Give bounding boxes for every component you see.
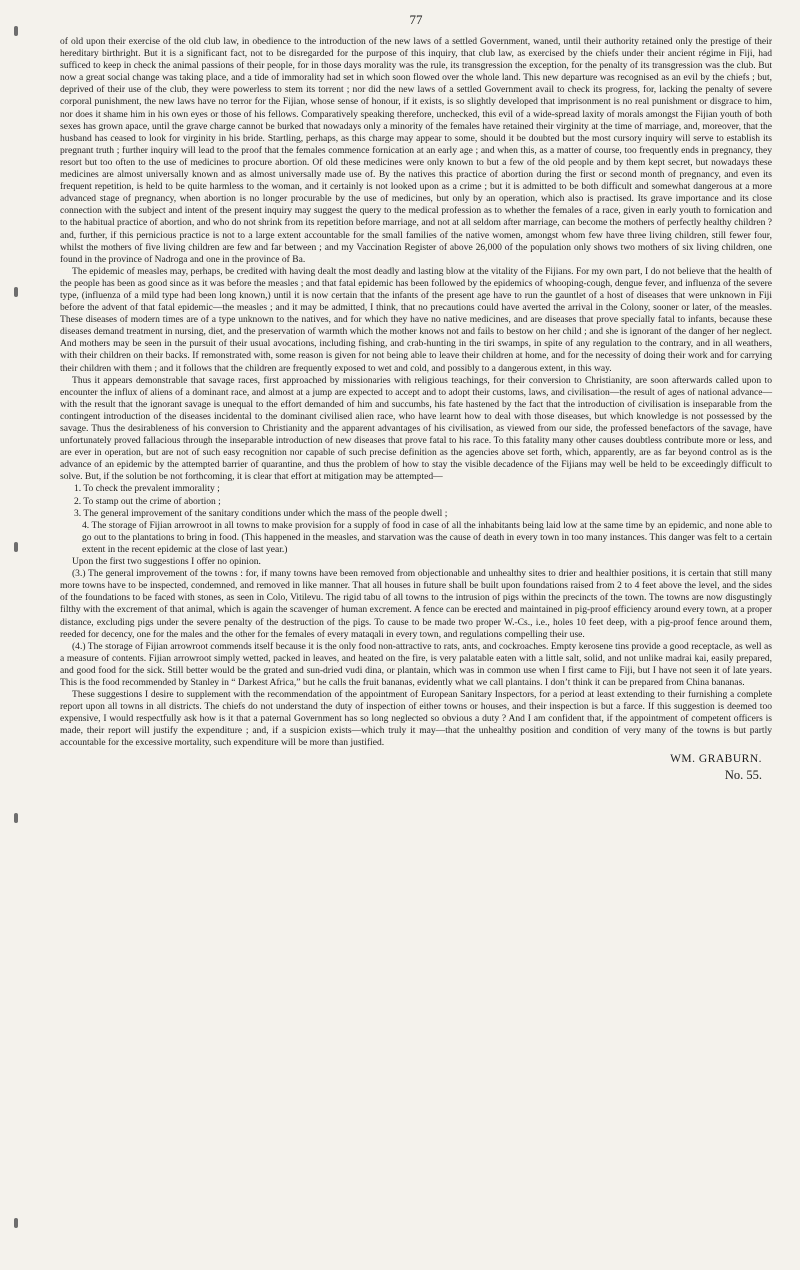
signature: WM. GRABURN. xyxy=(670,752,762,765)
scan-mark xyxy=(14,813,18,823)
paragraph: Upon the first two suggestions I offer no opinion. xyxy=(72,556,261,568)
list-item: 1. To check the prevalent immorality ; xyxy=(74,483,220,495)
paragraph: The epidemic of measles may, perhaps, be credited with having dealt the most deadly and lasting blow at the vitality of the Fijians. For my own part, I do not believe that the health of the people has been as good since as it was before the measles ; and that fatal epidemic has been followed by the epidemics of whooping-cough, dengue fever, and influenza of the severe type, (influenza of a mild type had been long known,) until it is now certain that the infants of the present age have to run the gauntlet of a host of diseases that were unknown in Fiji before the advent of that fatal epidemic—the measles ; and it may be admitted, I think, that no precautions could have averted the arrival in the Colony, sooner or later, of the measles. These diseases of modern times are of a type unknown to the natives, and for which they have no native medicines, and are diseases that prove specially fatal to infants, because these diseases demand treatment in nursing, diet, and the preservation of warmth which the mother knows not and fails to bestow on her child ; and she is ignorant of the danger of her neglect. And mothers may be seen in the pursuit of their usual avocations, including fishing, and crab-hunting in the tiri swamps, in spite of any regulation to the contrary, and in all weathers, with their children on their backs. If remonstrated with, some reason is given for not being able to leave their children at home, and for the necessity of doing their work and for carrying their children with them ; and it follows that the children are frequently exposed to wet and cold, and possibly to a dangerous extent, in this way. xyxy=(60,265,772,374)
paragraph: These suggestions I desire to supplement with the recommendation of the appointment of European Sanitary Inspectors, for a period at least extending to their furnishing a complete report upon all towns in all districts. The chiefs do not understand the duty of inspection of either towns or houses, and their inspection is but a farce. If this suggestion is deemed too expensive, I would respectfully ask how is it that a paternal Government has so long neglected so obvious a duty ? And I am confident that, if the appointment of competent officers is made, their report will justify the expenditure ; and, if a suspicion exists—which truly it may—that the unhealthy position and condition of very many of the towns is but partly accountable for the excessive mortality, such expenditure will be more than justified. xyxy=(60,689,772,749)
body-text xyxy=(60,36,772,750)
document-number: No. 55. xyxy=(724,767,762,782)
list-item: 4. The storage of Fijian arrowroot in all towns to make provision for a supply of food in case of all the inhabitants being laid low at the same time by an epidemic, and none able to go out to the plantations to bring in food. (This happened in the measles, and starvation was the cause of death in every town in too many instances. This danger was felt to a certain extent in the recent epidemic at the close of last year.) xyxy=(82,519,772,555)
paragraph: Thus it appears demonstrable that savage races, first approached by missionaries with religious teachings, for their conversion to Christianity, are soon afterwards called upon to encounter the influx of aliens of a dominant race, and almost at a jump are expected to accept and to adopt their customs, laws, and civilisation—the result of ages of national advance—with the result that the ignorant savage is unequal to the effort demanded of him and succumbs, his fate hastened by the fact that the introduction of civilisation is inseparable from the contingent introduction of the diseases incidental to the dominant civilised alien race, who have learnt how to deal with those diseases, but which knowledge is not possessed by the savage. Thus the desirableness of his conversion to Christianity and the apparent advantages of his civilisation, as viewed from our side, the professed benefactors of the savage, have unfortunately proved fallacious through the inseparable introduction of new diseases that prove fatal to his race. To this fatality many other causes doubtless contribute more or less, and are ever in operation, but are not of such easy recognition nor capable of such precise definition as the agencies above set forth, which, apparently, are as far beyond control as is the advance of an epidemic by the attempted barrier of quarantine, and thus the problem of how to stay the visible decadence of the Fijians may well be held to be exceedingly difficult to solve. But, if the solution be not forthcoming, it is clear that effort at mitigation may be attempted— xyxy=(60,374,772,483)
paragraph: (3.) The general improvement of the towns : for, if many towns have been removed from objectionable and unhealthy sites to drier and healthier positions, it is certain that still many more towns have to be inspected, condemned, and removed in like manner. That all houses in future shall be built upon foundations raised from 2 to 4 feet above the level, and the sides of the foundations to be faced with stones, as seen in Colo, Vitilevu. The rigid tabu of all towns to the intrusion of pigs within the precincts of the town. The towns are now disgustingly filthy with the excrement of that animal, which is again the scavenger of human excrement. A fence can be erected and maintained in pig-proof efficiency around every town, at a proper distance, excluding pigs under the severe penalty of the destruction of the pigs. To cause to be made two proper W.-Cs., i.e., holes 10 feet deep, with a pig-proof fence around them, reeded for decency, one for the males and the other for the females of every mataqali in every town, and regulations compelling their use. xyxy=(60,568,772,640)
page-number: 77 xyxy=(409,12,423,27)
scan-mark xyxy=(14,542,18,552)
paragraph: of old upon their exercise of the old club law, in obedience to the introduction of the new laws of a settled Government, waned, until their authority retained only the prestige of their hereditary birthright. But it is a significant fact, not to be disregarded for the purpose of this inquiry, that club law, as exercised by the chiefs under their ancient régime in Fiji, had sufficed to keep in check the animal passions of their people, for in those days morality was the rule, its transgression the exception, for the penalty of its transgression was the club. But now a great social change was taking place, and a tide of immorality had set in which soon flowed over the whole land. This new departure was recognised as an evil by the chiefs ; but, deprived of their use of the club, they were powerless to stem its torrent ; nor did the new laws of a settled Government avail to check its progress, for, lacking the penalty of severe corporal punishment, the new laws have no terror for the Fijian, whose sense of honour, if it exists, is so slightly developed that imprisonment is no real punishment or disgrace to him, nor does it shame him in his own eyes or those of his fellows. Comparatively speaking therefore, unchecked, this evil of a wide-spread laxity of morals amongst the Fijian youth of both sexes has grown apace, until the grave charge cannot be burked that nowadays only a minority of the females have retained their virginity at the time of marriage, and, moreover, that the husband has ceased to look for virginity in his bride. Startling, perhaps, as this charge may appear to some, should it be doubted but the most cursory inquiry will serve to establish its pregnant truth ; further inquiry will lead to the proof that the females commence fornication at an early age ; and when this, as a matter of course, too frequently ends in pregnancy, they resort but too often to the use of medicines to procure abortion. Of old these medicines were only known to but a few of the old people and by them kept secret, but nowadays these medicines are almost universally known and as almost universally made use of. By the natives this practice of abortion during the first or second month of pregnancy, and even its frequent repetition, is held to be quite harmless to the woman, and it certainly is not looked upon as a crime ; but it is admitted to be both difficult and somewhat dangerous at a more advanced stage of pregnancy, when abortion is no longer procurable by the use of medicines, but only by an operation, which also is practised. Its grave importance and its close connection with the subject and intent of the present inquiry may suggest the query to the medical profession as to whether the females of a race, given in early youth to fornication and to the habitual practice of abortion, and who do not shrink from its repetition before marriage, and not at all seldom after marriage, can become the mothers of perfectly healthy children ? and, further, if this pernicious practice is not to a large extent accountable for the small families of the native women, amongst whom few have three living children, still fewer four, whilst the mothers of five living children are few and far between ; and my Vaccination Register of above 26,000 of the population only shows two mothers of six living children, one found in the province of Nadroga and one in the province of Ba. xyxy=(60,36,772,265)
list-item: 2. To stamp out the crime of abortion ; xyxy=(74,495,221,507)
scan-mark xyxy=(14,287,18,297)
scan-mark xyxy=(14,1218,18,1228)
scan-mark xyxy=(14,26,18,36)
paragraph: (4.) The storage of Fijian arrowroot commends itself because it is the only food non-attractive to rats, ants, and cockroaches. Empty kerosene tins provide a good receptacle, as well as a measure of contents. Fijian arrowroot simply wetted, packed in leaves, and heated on the fire, is very palatable eaten with a little salt, solid, and not unlike madrai kai, easily prepared, and good food for the sick. Still better would be the grated and sun-dried vudi dina, or plantain, which was in common use when I first came to Fiji, but I have not seen it of late years. This is the food recommended by Stanley in “ Darkest Africa,” but he calls the fruit bananas, evidently what we call plantains. I don’t think it can be prepared from China bananas. xyxy=(60,640,772,688)
document-page xyxy=(60,12,772,783)
list-item: 3. The general improvement of the sanitary conditions under which the mass of the people dwell ; xyxy=(74,507,448,519)
